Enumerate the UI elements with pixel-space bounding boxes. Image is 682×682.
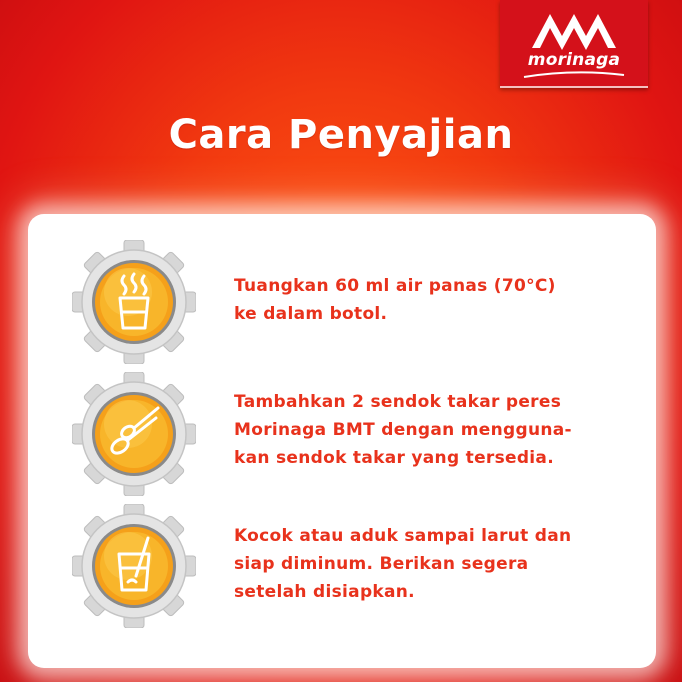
step-1-text: [234, 272, 614, 328]
logo-swoosh: [522, 71, 626, 79]
stirred-glass-icon: [72, 504, 196, 628]
step-2-text: [234, 388, 614, 472]
measuring-spoons-icon: [72, 372, 196, 496]
step-2-line-2: Morinaga BMT dengan mengguna-: [234, 420, 572, 440]
hot-water-glass-icon: [72, 240, 196, 364]
step-1: [28, 240, 656, 364]
step-1-line-2: ke dalam botol.: [234, 304, 388, 324]
brand-name: morinaga: [527, 50, 621, 70]
step-2: [28, 372, 656, 496]
brand-logo: [500, 0, 648, 88]
step-3-line-1: Kocok atau aduk sampai larut dan: [234, 526, 572, 546]
instructions-card: [28, 214, 656, 668]
step-3: [28, 504, 656, 628]
step-3-line-3: setelah disiapkan.: [234, 582, 415, 602]
page-title: Cara Penyajian: [168, 112, 514, 158]
step-3-line-2: siap diminum. Berikan segera: [234, 554, 529, 574]
step-2-line-1: Tambahkan 2 sendok takar peres: [234, 392, 562, 412]
step-2-line-3: kan sendok takar yang tersedia.: [234, 448, 554, 468]
step-3-text: [234, 522, 614, 606]
step-1-line-1: Tuangkan 60 ml air panas (70°C): [234, 276, 556, 296]
morinaga-m-logo-icon: [528, 8, 620, 50]
